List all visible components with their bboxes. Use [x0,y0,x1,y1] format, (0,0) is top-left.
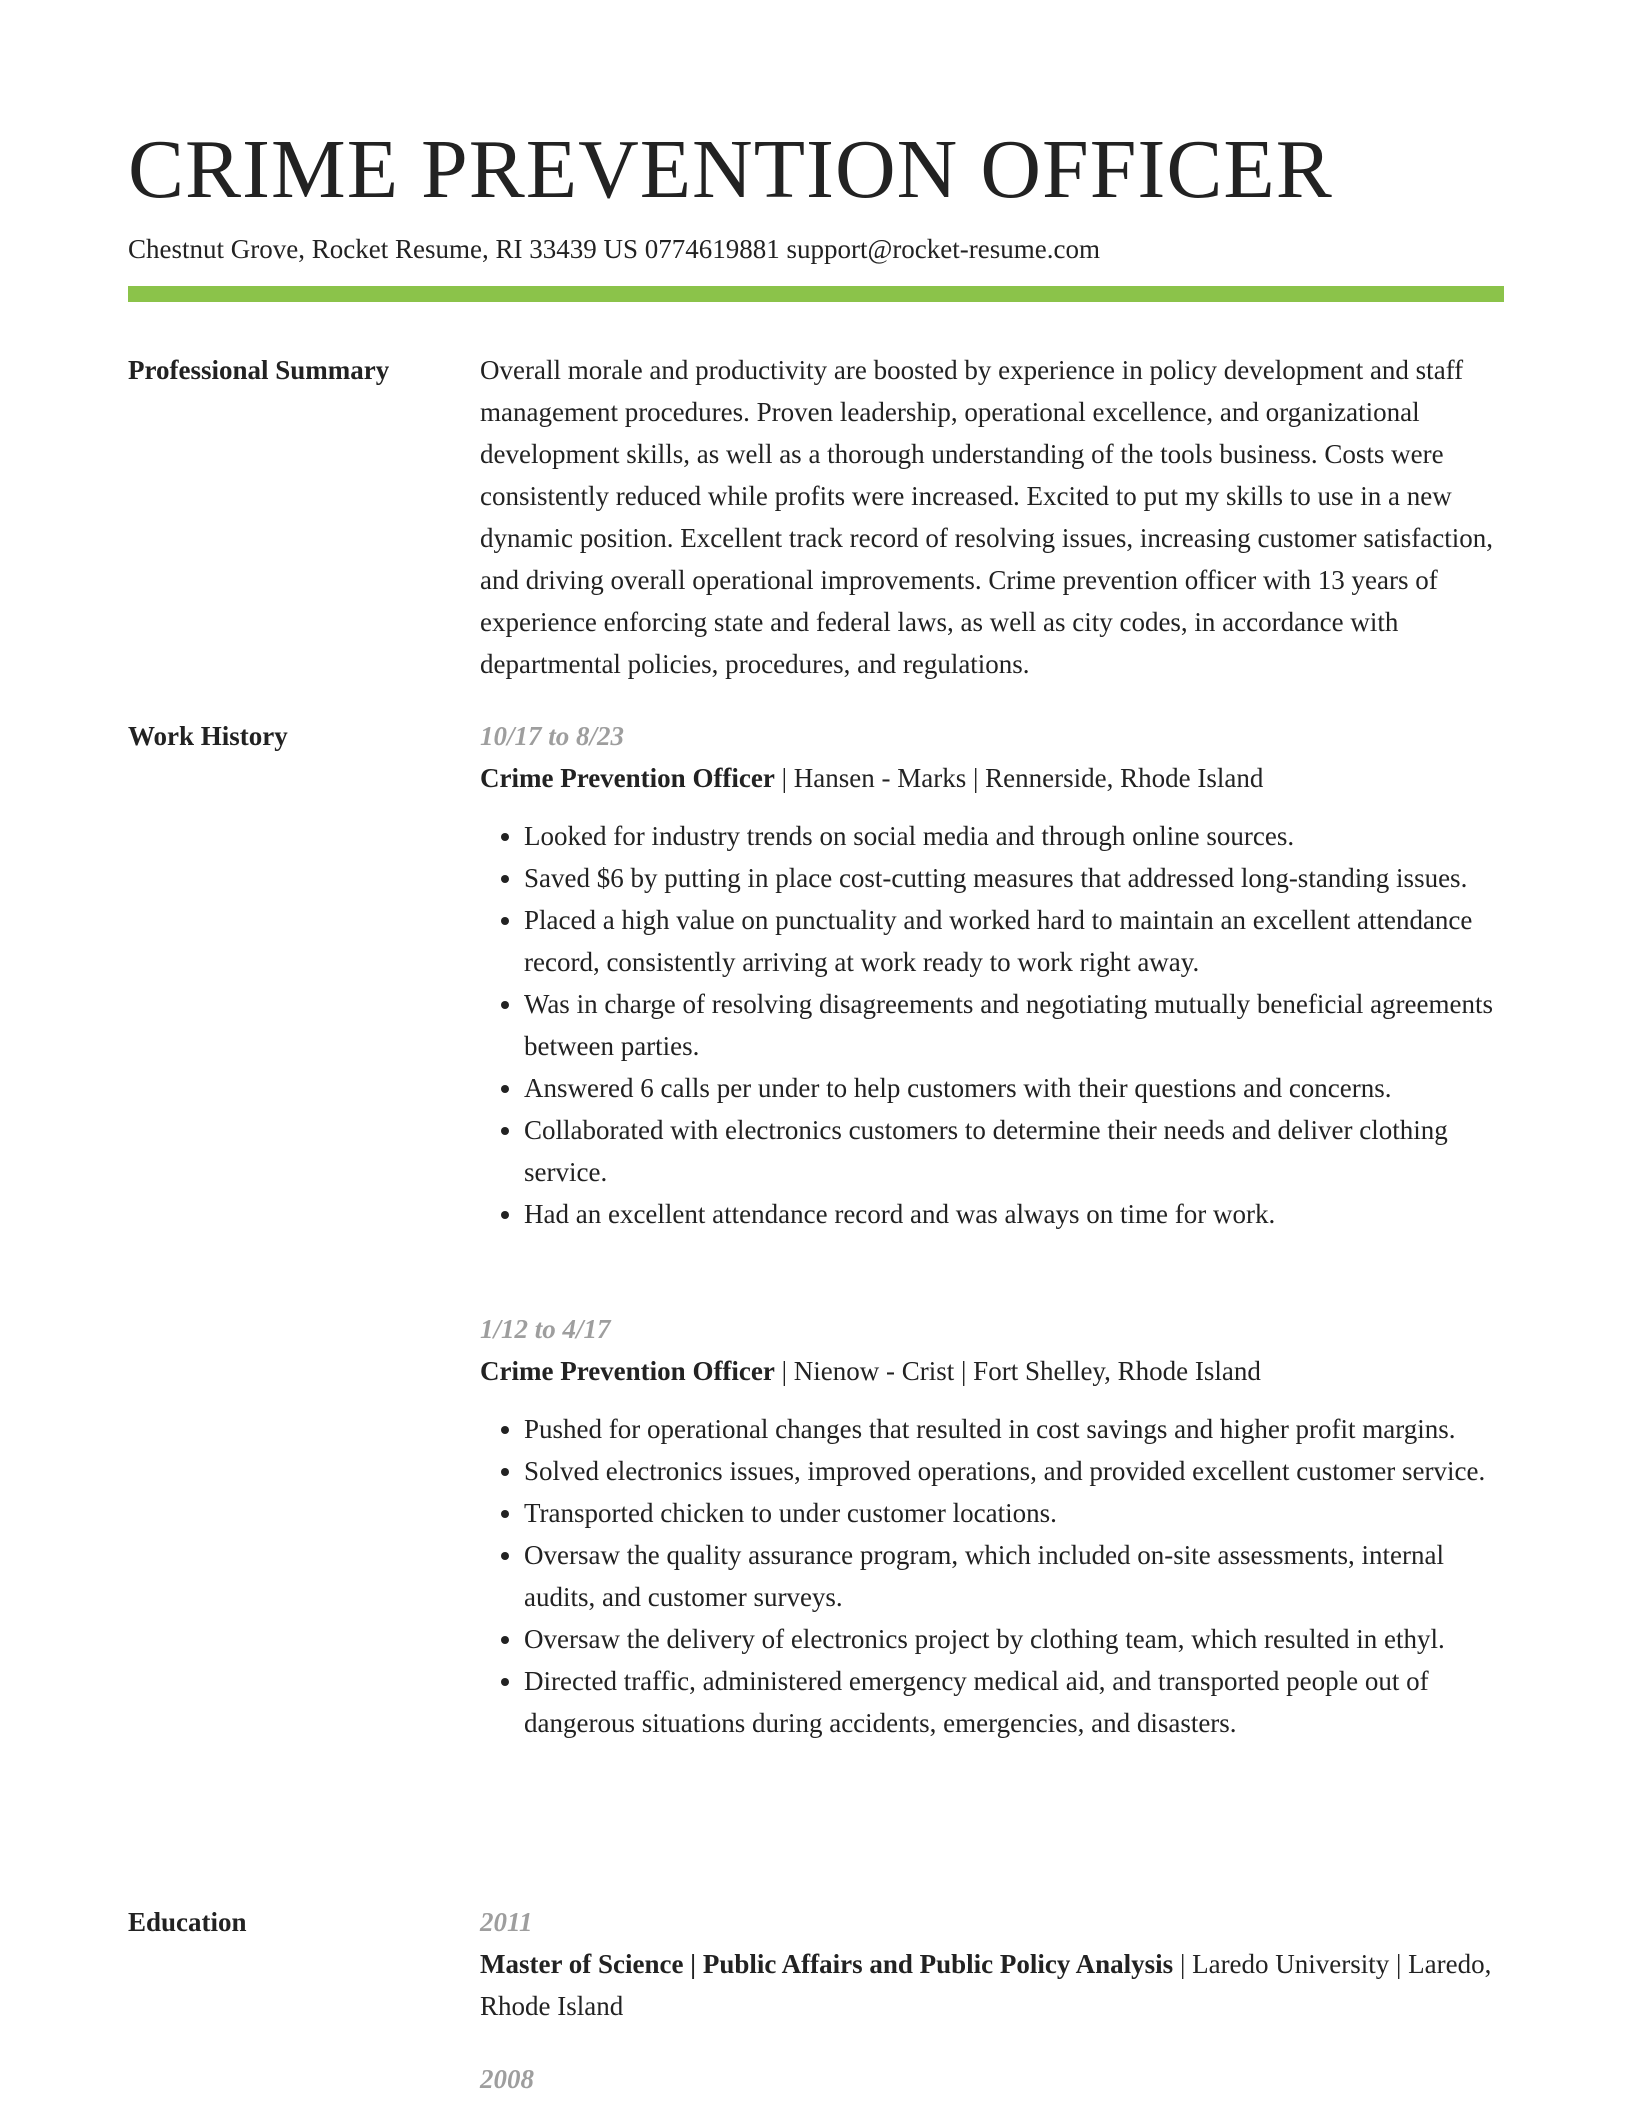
contact-line: Chestnut Grove, Rocket Resume, RI 33439 US 0774619881 support@rocket-resume.com [128,234,1100,264]
job-bullet: • Solved electronics issues, improved operations, and provided excellent customer service. [524,1450,1504,1492]
education-entry-2 [480,2058,1504,2100]
accent-divider [128,286,1504,302]
summary-text: Overall morale and productivity are boosted by experience in policy development and staff management procedures. Proven leadership, operational excellence, and organizational development skills, as well as a thorough understanding of the tools business. Costs were consistently reduced while profits were increased. Excited to put my skills to use in a new dynamic position. Excellent track record of resolving issues, increasing customer satisfaction, and driving overall operational improvements. Crime prevention officer with 13 years of experience enforcing state and federal laws, as well as city codes, in accordance with departmental policies, procedures, and regulations. [480,355,1493,679]
education-date: 2008 [480,2064,534,2094]
job-bullet: • Directed traffic, administered emergency medical aid, and transported people out of dangerous situations during accidents, emergencies, and disasters. [524,1660,1504,1744]
job-employer-location: | Nienow - Crist | Fort Shelley, Rhode Island [774,1356,1261,1386]
job-bullet: • Oversaw the delivery of electronics project by clothing team, which resulted in ethyl. [524,1618,1504,1660]
job-bullet-list [480,1408,1504,1744]
job-bullet: • Had an excellent attendance record and was always on time for work. [524,1193,1504,1235]
resume-name-heading: CRIME PREVENTION OFFICER [128,123,1333,216]
section-label-summary: Professional Summary [128,355,390,385]
job-bullet: • Oversaw the quality assurance program, which included on-site assessments, internal audits, and customer surveys. [524,1534,1504,1618]
job-bullet: • Saved $6 by putting in place cost-cutting measures that addressed long-standing issues. [524,857,1504,899]
education-date: 2011 [480,1907,533,1937]
job-heading [480,1350,1504,1392]
job-title: Crime Prevention Officer [480,763,775,793]
job-employer-location: | Hansen - Marks | Rennerside, Rhode Island [774,763,1264,793]
job-bullet: • Transported chicken to under customer locations. [524,1492,1504,1534]
job-date: 10/17 to 8/23 [480,721,625,751]
job-bullet: • Answered 6 calls per under to help customers with their questions and concerns. [524,1067,1504,1109]
section-label-education: Education [128,1907,247,1937]
job-bullet: • Collaborated with electronics customers to determine their needs and deliver clothing service. [524,1109,1504,1193]
job-bullet: • Pushed for operational changes that resulted in cost savings and higher profit margins. [524,1408,1504,1450]
job-heading [480,757,1504,799]
job-bullet: • Looked for industry trends on social media and through online sources. [524,815,1504,857]
education-entry-1 [480,1901,1504,2027]
job-entry-2 [480,1308,1504,1744]
summary-section [480,349,1504,685]
job-bullet: • Placed a high value on punctuality and worked hard to maintain an excellent attendance record, consistently arriving at work ready to work right away. [524,899,1504,983]
job-title: Crime Prevention Officer [480,1356,775,1386]
section-label-work-history: Work History [128,721,288,751]
job-bullet-list [480,815,1504,1235]
education-degree: Master of Science | Public Affairs and Public Policy Analysis [480,1949,1174,1979]
job-entry-1 [480,715,1504,1235]
education-heading [480,1943,1504,2027]
job-bullet: • Was in charge of resolving disagreements and negotiating mutually beneficial agreements between parties. [524,983,1504,1067]
education-school-location: | Laredo University | Laredo, Rhode Island [480,1949,1492,2021]
job-date: 1/12 to 4/17 [480,1314,611,1344]
